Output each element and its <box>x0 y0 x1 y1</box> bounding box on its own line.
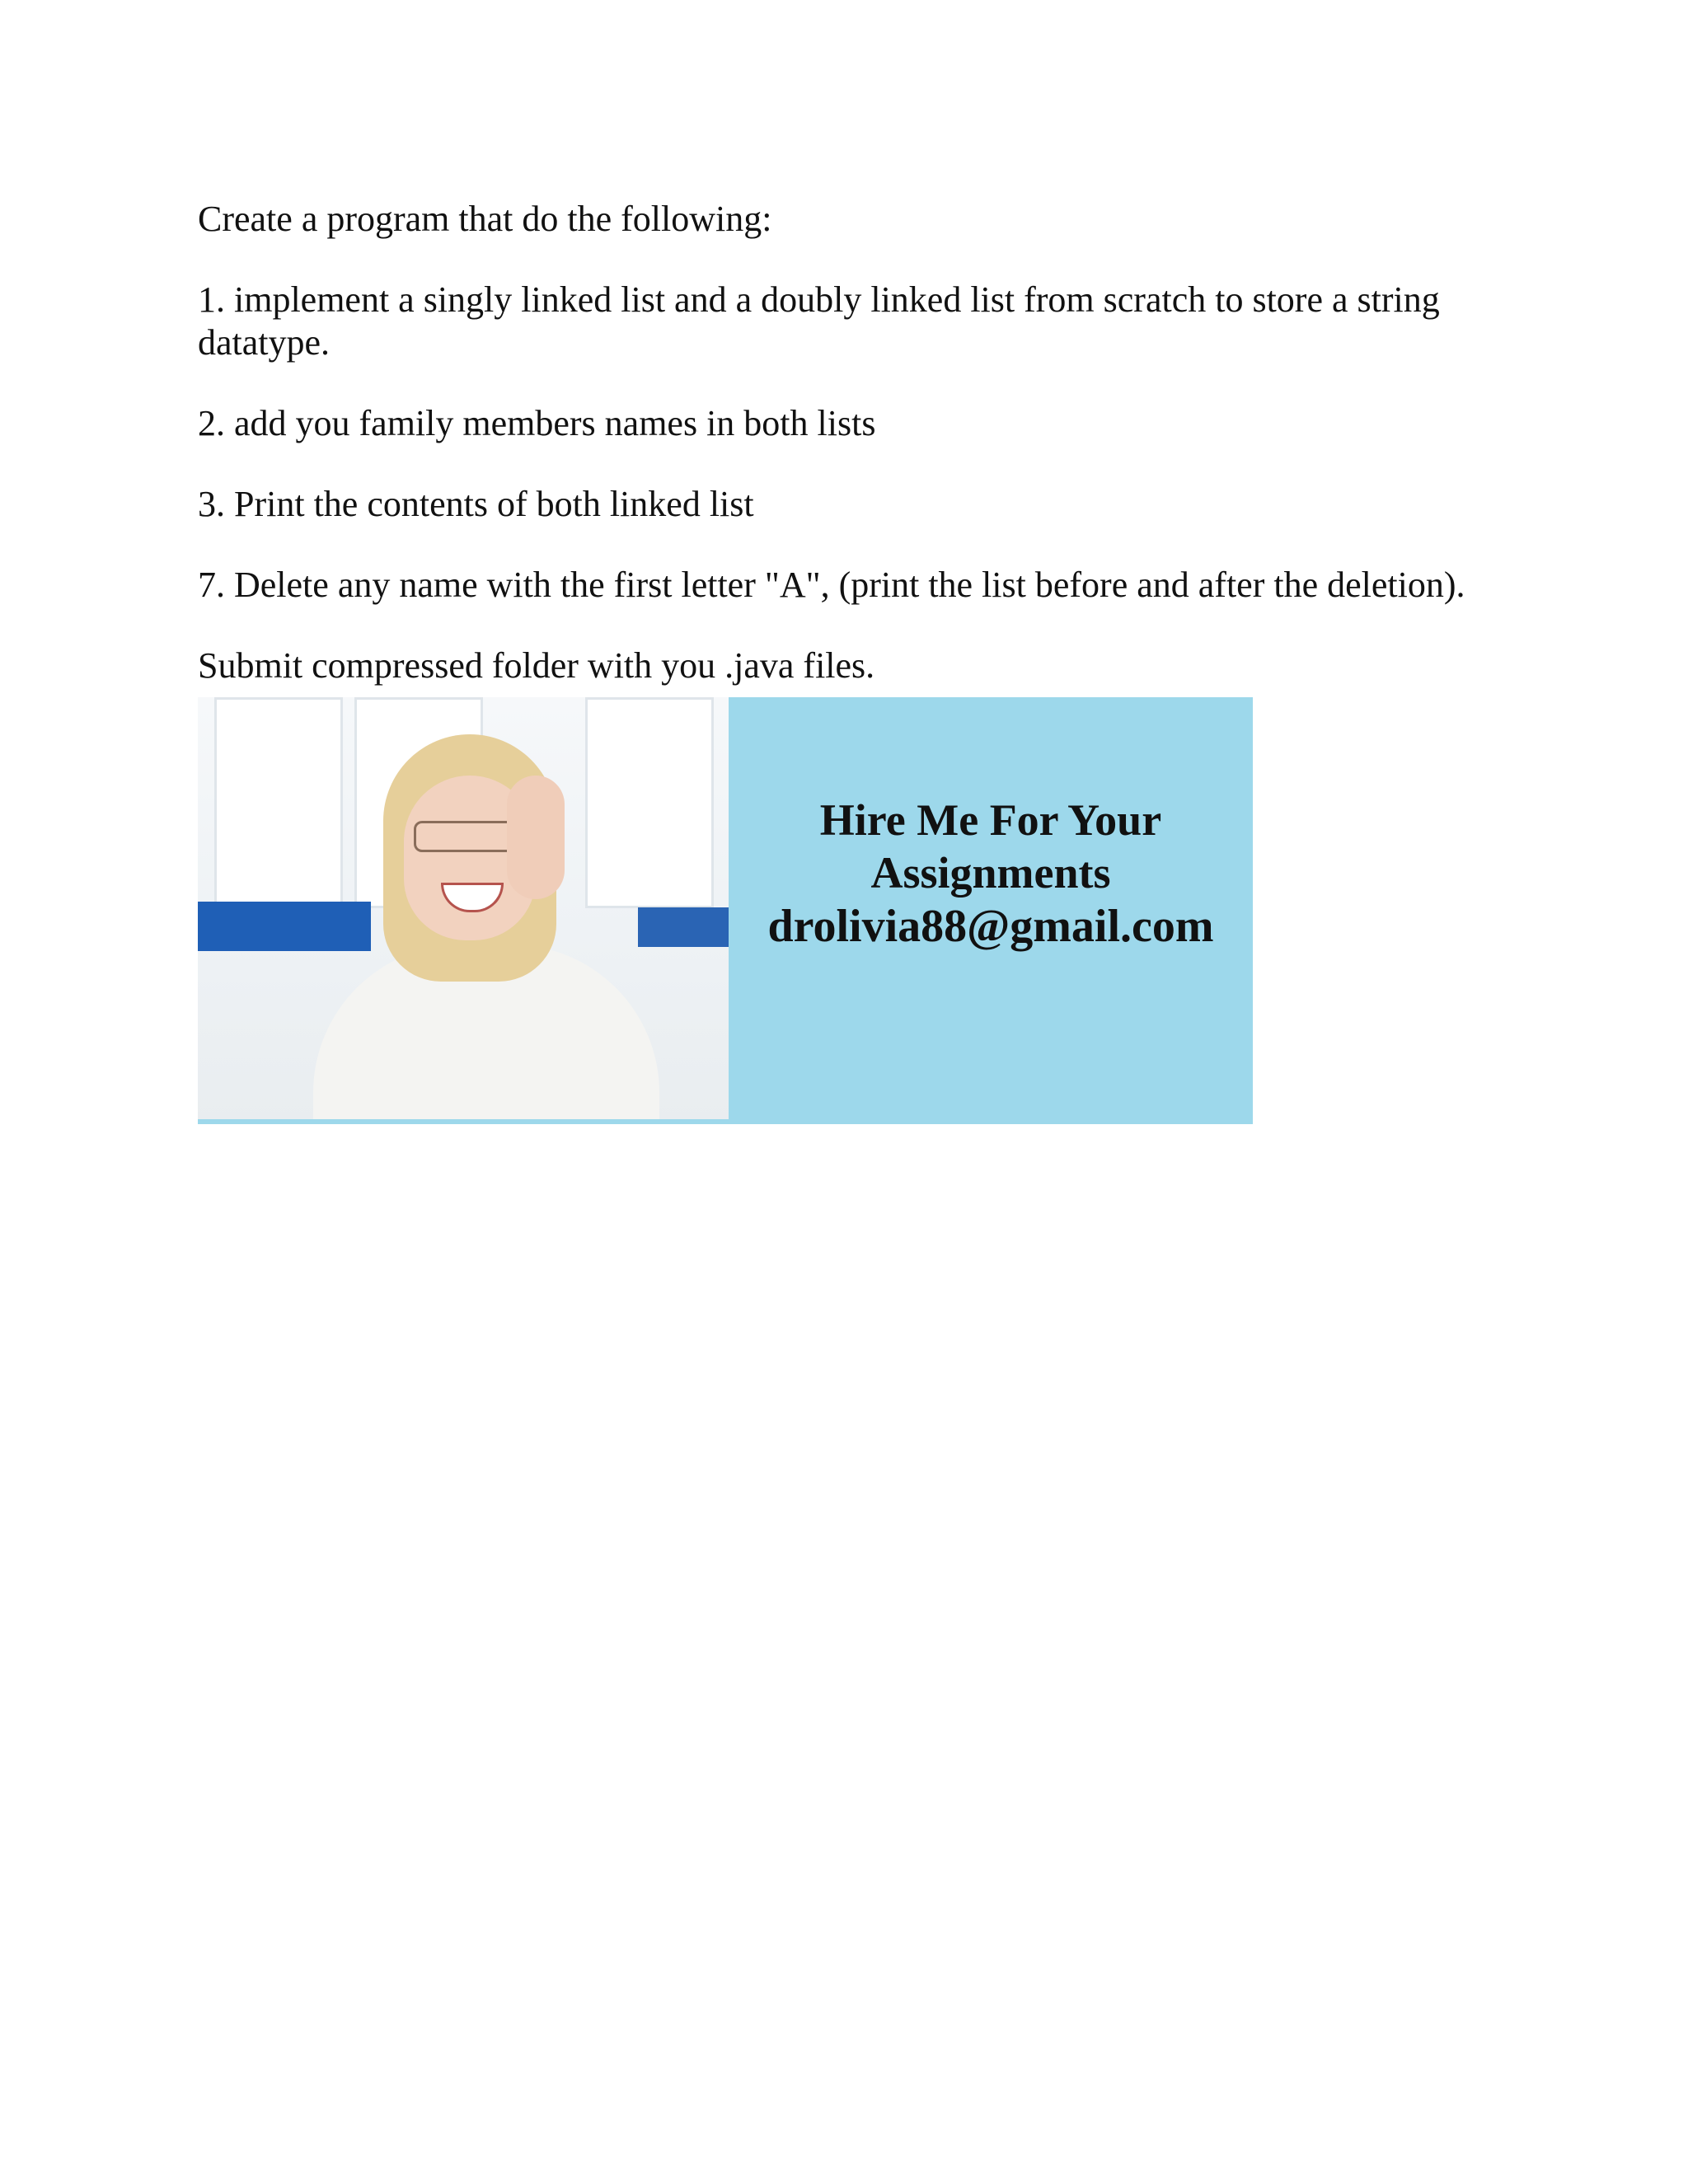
window-pane <box>214 697 343 908</box>
banner-bottom-stripe <box>198 1119 1253 1124</box>
list-item: 2. add you family members names in both lists <box>198 403 876 443</box>
submit-instruction: Submit compressed folder with you .java files. <box>198 645 875 686</box>
intro-text: Create a program that do the following: <box>198 199 772 239</box>
hand <box>507 776 565 899</box>
promo-subheadline: Assignments <box>870 848 1111 898</box>
list-item: 7. Delete any name with the first letter "A", (print the list before and after the deletion). <box>198 565 1465 605</box>
list-item: 1. implement a singly linked list and a doubly linked list from scratch to store a string datatype. <box>198 279 1440 363</box>
promo-panel <box>729 697 1253 1124</box>
blue-shelf <box>638 907 729 947</box>
advert-banner <box>198 697 1253 1124</box>
promo-headline: Hire Me For Your <box>819 795 1162 845</box>
blue-shelf <box>198 902 371 951</box>
window-pane <box>585 697 714 908</box>
document-body <box>198 198 1517 1124</box>
list-item: 3. Print the contents of both linked list <box>198 484 754 524</box>
promo-email: drolivia88@gmail.com <box>767 901 1214 952</box>
woman-photo <box>198 697 729 1124</box>
